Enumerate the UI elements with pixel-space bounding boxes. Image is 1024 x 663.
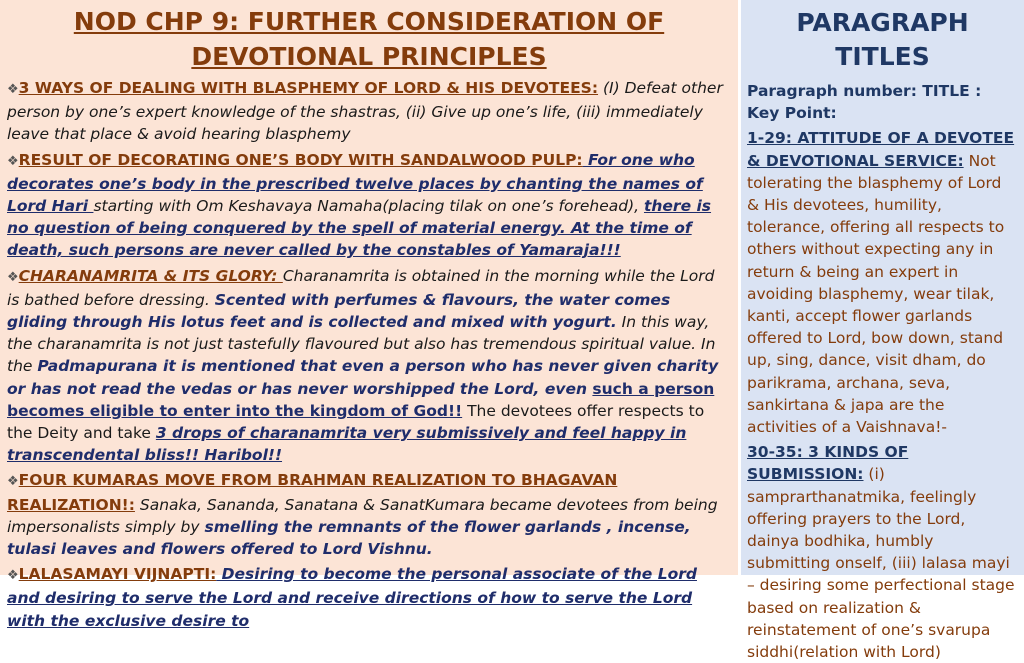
bullet-heading: CHARANAMRITA & ITS GLORY: bbox=[18, 266, 283, 285]
bullet-charanamrita bbox=[7, 265, 726, 467]
bullet-four-kumaras bbox=[7, 469, 726, 560]
paragraph-heading: 30-35: 3 KINDS OF SUBMISSION: bbox=[747, 443, 909, 484]
paragraph-titles-panel bbox=[741, 0, 1024, 662]
bullet-lalasamayi bbox=[7, 563, 726, 632]
bullet-heading: LALASAMAYI VIJNAPTI: bbox=[18, 565, 217, 584]
bullet-diamond-icon: ❖ bbox=[7, 153, 19, 169]
bullet-heading: RESULT OF DECORATING ONE’S BODY WITH SANDALWOOD PULP: bbox=[18, 150, 583, 169]
bullet-heading: 3 WAYS OF DEALING WITH BLASPHEMY OF LORD & HIS DEVOTEES: bbox=[18, 79, 599, 97]
bullet-emphasis: such a person becomes eligible to enter into the kingdom of God!! bbox=[7, 379, 715, 420]
bullet-text: Sanaka, Sananda, Sanatana & SanatKumara became devotees from being impersonalists simply by bbox=[7, 495, 718, 536]
bullet-blasphemy bbox=[7, 77, 726, 146]
bullet-diamond-icon: ❖ bbox=[7, 82, 19, 97]
slide-title: NOD CHP 9: FURTHER CONSIDERATION OF DEVOTIONAL PRINCIPLES bbox=[73, 7, 665, 71]
paragraph-text: Not tolerating the blasphemy of Lord & His devotees, humility, tolerance, offering all respects to others without expecting any in return & being an expert in avoiding blasphemy, wear tilak, kanti, accept flower garlands offered to Lord, bow down, stand up, sing, dance, visit dham, do parikrama, archana, seva, sankirtana & japa are the activities of a Vaishnava!- bbox=[747, 151, 1005, 437]
bullet-emphasis: Scented with perfumes & flavours, the water comes gliding through His lotus feet and is collected and mixed with yogurt. bbox=[7, 290, 671, 332]
bullet-diamond-icon: ❖ bbox=[7, 269, 19, 285]
bullet-text: Charanamrita is obtained in the morning while the Lord is bathed before dressing. bbox=[7, 266, 715, 309]
paragraph-heading: 1-29: ATTITUDE OF A DEVOTEE & DEVOTIONAL SERVICE: bbox=[747, 129, 1015, 170]
bullet-text: The devotees offer respects to the Deity and take bbox=[7, 401, 705, 443]
bullet-heading: FOUR KUMARAS MOVE FROM BRAHMAN REALIZATION TO BHAGAVAN REALIZATION!: bbox=[7, 471, 618, 514]
bullet-diamond-icon: ❖ bbox=[7, 568, 19, 584]
bullet-emphasis: For one who decorates one’s body in the prescribed twelve places by chanting the names of Lord Hari bbox=[7, 150, 703, 216]
bullet-emphasis: smelling the remnants of the flower garlands , incense, tulasi leaves and flowers offered to Lord Vishnu. bbox=[7, 517, 691, 559]
bullet-list bbox=[7, 77, 726, 632]
panel-body bbox=[747, 80, 1016, 663]
bullet-sandalwood bbox=[7, 149, 726, 262]
bullet-text: starting with Om Keshavaya Namaha(placing tilak on one’s forehead), bbox=[93, 197, 644, 216]
key-line: Paragraph number: TITLE : Key Point: bbox=[747, 82, 982, 123]
paragraph-entry bbox=[747, 441, 1016, 663]
panel-title: PARAGRAPH TITLES bbox=[796, 8, 969, 71]
bullet-emphasis: Padmapurana it is mentioned that even a person who has never given charity or has not read the vedas or has never worshipped the Lord, even bbox=[7, 357, 719, 398]
bullet-emphasis: Desiring to become the personal associate of the Lord and desiring to serve the Lord and receive directions of how to serve the Lord with the exclusive desire to bbox=[7, 565, 697, 630]
paragraph-entry bbox=[747, 127, 1016, 438]
bullet-diamond-icon: ❖ bbox=[7, 474, 19, 490]
bullet-text: (I) Defeat other person by one’s expert knowledge of the shastras, (ii) Give up one’s life, (iii) immediately leave that place & avoid hearing blasphemy bbox=[7, 79, 723, 144]
bullet-emphasis: 3 drops of charanamrita very submissively and feel happy in transcendental bliss!! Haribol!! bbox=[7, 424, 687, 465]
bullet-emphasis: there is no question of being conquered by the spell of material energy. At the time of death, such persons are never called by the constables of Yamaraja!!! bbox=[7, 197, 712, 260]
bullet-text: In this way, the charanamrita is not just tastefully flavoured but also has tremendous spiritual value. In the bbox=[7, 313, 716, 376]
paragraph-text: (i) samprarthanatmika, feelingly offering prayers to the Lord, dainya bodhika, humbly submitting onself, (iii) lalasa mayi – desiring some perfectional stage based on realization & reinstatement of one’s svarupa siddhi(relation with Lord) bbox=[747, 465, 1015, 662]
